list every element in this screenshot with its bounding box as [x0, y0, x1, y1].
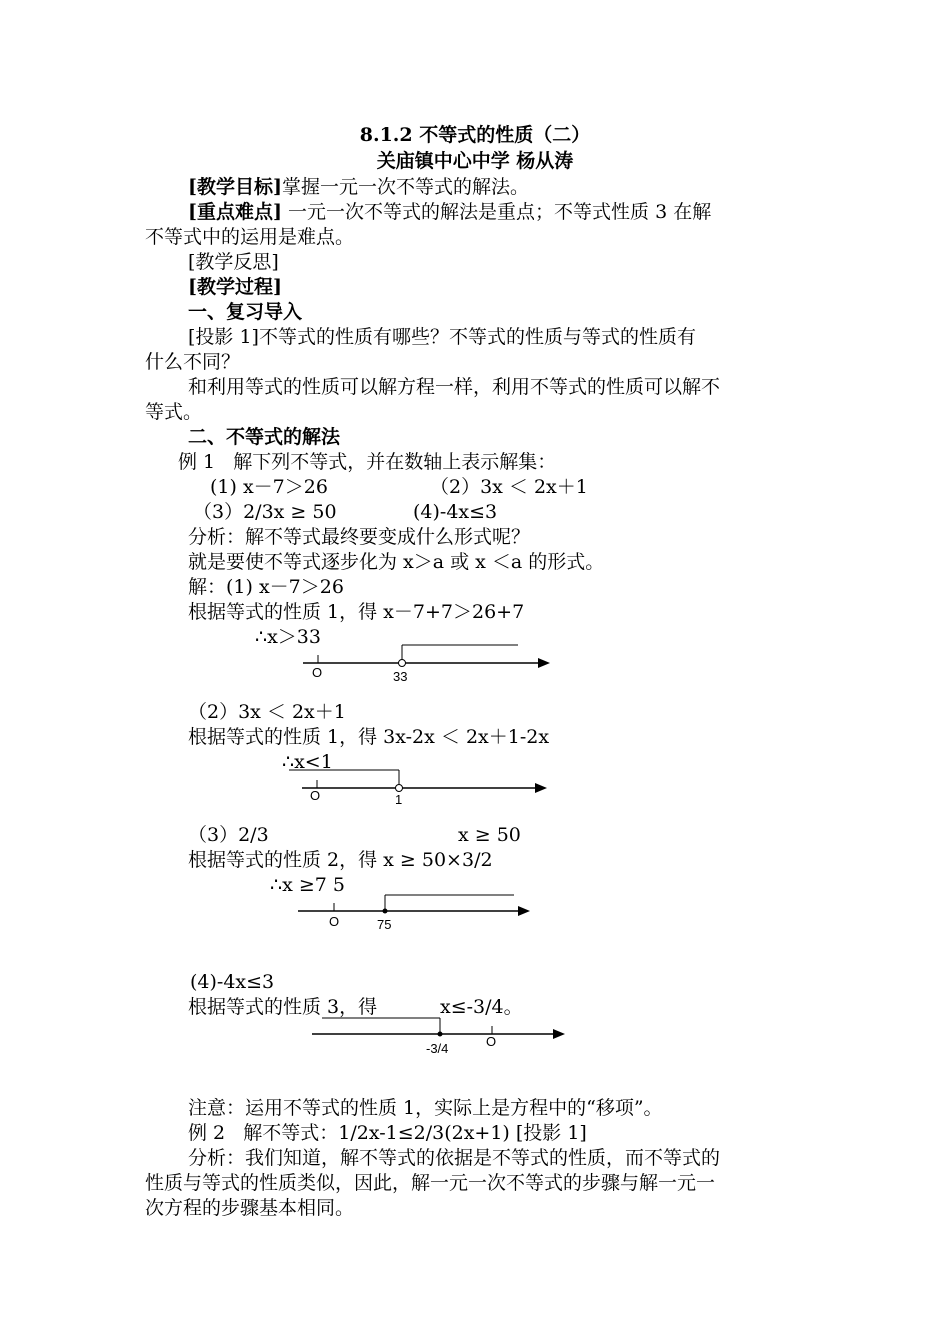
example-2: 例 2 解不等式：1/2x-1≤2/3(2x+1) [投影 1]	[188, 1122, 587, 1144]
solution-1-result: ∴x＞33	[255, 626, 321, 648]
analysis-3-line-3: 次方程的步骤基本相同。	[145, 1197, 355, 1219]
origin-label: O	[486, 1034, 497, 1049]
reflect-label: [教学反思]	[188, 251, 279, 273]
key-text-cont: 不等式中的运用是难点。	[145, 226, 355, 248]
author-line: 关庙镇中心中学 杨从涛	[376, 150, 574, 172]
example-1-item-1: (1) x－7＞26	[210, 476, 328, 498]
example-1-item-3: （3）2/3x ≥ 50	[193, 501, 337, 523]
analysis-line-1: 分析：解不等式最终要变成什么形式呢？	[188, 526, 531, 548]
origin-label: O	[310, 788, 321, 803]
analysis-3-line-2: 性质与等式的性质类似，因此，解一元一次不等式的步骤与解一元一	[145, 1172, 716, 1194]
solution-3: （3）2/3	[188, 824, 269, 846]
closed-point	[438, 1032, 443, 1037]
origin-label: O	[329, 914, 340, 929]
arrow-head	[553, 1029, 565, 1039]
analysis-3-line-1: 分析：我们知道，解不等式的依据是不等式的性质，而不等式的	[188, 1147, 721, 1169]
origin-label: O	[312, 665, 323, 680]
solution-3-rhs: x ≥ 50	[458, 824, 521, 846]
document-title: 8.1.2 不等式的性质（二）	[359, 124, 591, 146]
key-text: 一元一次不等式的解法是重点；不等式性质 3 在解	[281, 201, 712, 223]
solution-4-result: x≤-3/4。	[440, 996, 523, 1018]
note: 注意：运用不等式的性质 1，实际上是方程中的“移项”。	[188, 1097, 663, 1119]
example-1-item-4: (4)-4x≤3	[413, 501, 498, 523]
point-label: 1	[395, 792, 403, 807]
solution-3-result: ∴x ≥7 5	[270, 874, 345, 896]
point-label: 33	[393, 669, 408, 684]
section-heading-solving: 二、不等式的解法	[188, 426, 341, 448]
point-label: 75	[377, 917, 392, 932]
solution-1: 解：(1) x－7＞26	[188, 576, 344, 598]
key-label: [重点难点]	[188, 201, 282, 223]
solution-1-step: 根据等式的性质 1，得 x－7+7＞26+7	[188, 601, 525, 623]
solution-4-step: 根据等式的性质 3，得	[188, 996, 378, 1018]
paragraph-projection-cont: 什么不同？	[145, 351, 241, 373]
paragraph-projection: [投影 1]不等式的性质有哪些？不等式的性质与等式的性质有	[188, 326, 696, 348]
solution-3-step: 根据等式的性质 2，得 x ≥ 50×3/2	[188, 849, 493, 871]
goal-label: [教学目标]	[188, 176, 282, 198]
solution-2-result: ∴x<1	[282, 751, 333, 773]
paragraph-analogy-cont: 等式。	[145, 401, 203, 423]
example-1-item-2: （2）3x ＜ 2x＋1	[430, 476, 588, 498]
solution-2: （2）3x ＜ 2x＋1	[188, 701, 346, 723]
paragraph-analogy: 和利用等式的性质可以解方程一样，利用不等式的性质可以解不	[188, 376, 721, 398]
section-heading-review: 一、复习导入	[188, 301, 303, 323]
example-1: 例 1 解下列不等式，并在数轴上表示解集：	[178, 451, 557, 473]
analysis-line-2: 就是要使不等式逐步化为 x＞a 或 x ＜a 的形式。	[188, 551, 605, 573]
solution-2-step: 根据等式的性质 1，得 3x-2x ＜ 2x＋1-2x	[188, 726, 550, 748]
point-label: -3/4	[426, 1041, 449, 1056]
process-label: [教学过程]	[188, 276, 282, 298]
goal-text: 掌握一元一次不等式的解法。	[281, 176, 529, 198]
solution-4: (4)-4x≤3	[190, 971, 275, 993]
